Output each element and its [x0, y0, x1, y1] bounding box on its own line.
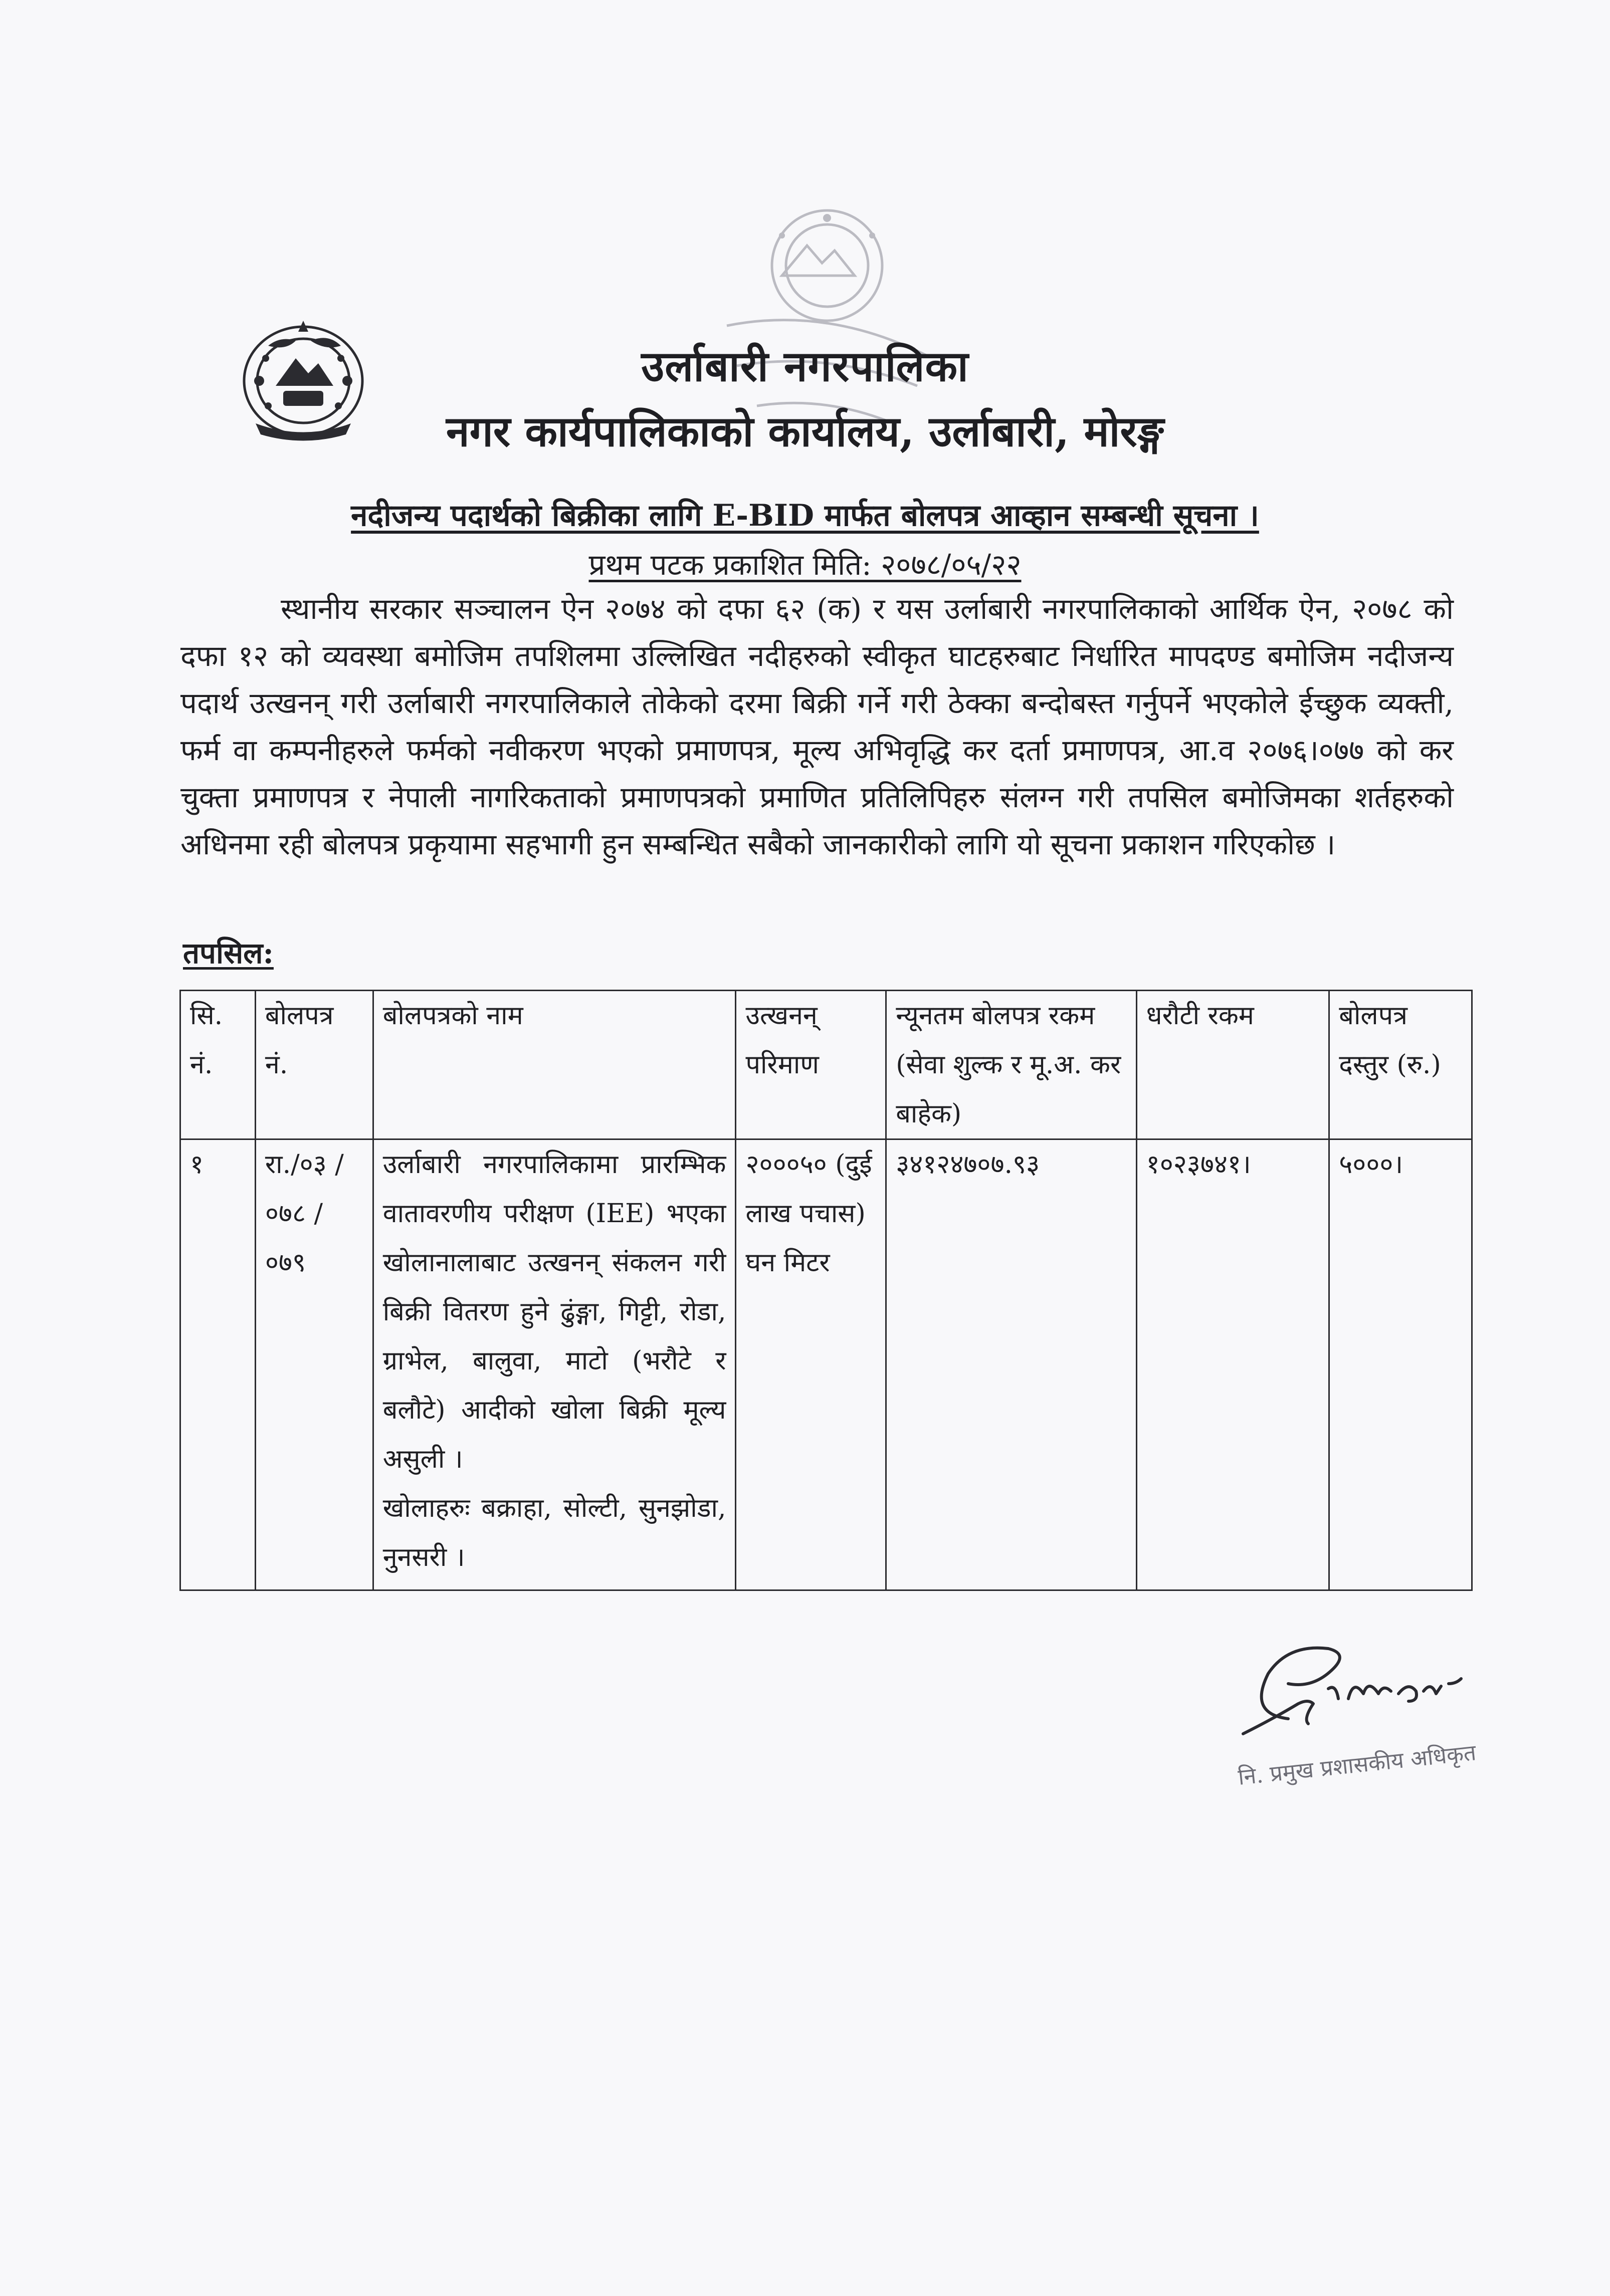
schedule-label: तपसिल: — [183, 936, 274, 970]
cell-fee: ५०००। — [1329, 1139, 1472, 1590]
cell-bid-no: रा./०३ /०७८ /०७९ — [255, 1139, 373, 1590]
notice-body: स्थानीय सरकार सञ्चालन ऐन २०७४ को दफा ६२ (क) र यस उर्लाबारी नगरपालिकाको आर्थिक ऐन, २०७८ को दफा १२ को व्यवस्था बमोजिम तपशिलमा उल्लिखित नदीहरुको स्वीकृत घाटहरुबाट निर्धारित मापदण्ड बमोजिम नदीजन्य पदार्थ उत्खनन् गरी उर्लाबारी नगरपालिकाले तोकेको दरमा बिक्री गर्ने गरी ठेक्का बन्दोबस्त गर्नुपर्ने भएकोले ईच्छुक व्यक्ती, फर्म वा कम्पनीहरुले फर्मको नवीकरण भएको प्रमाणपत्र, मूल्य अभिवृद्धि कर दर्ता प्रमाणपत्र, आ.व २०७६।०७७ को कर चुक्ता प्रमाणपत्र र नेपाली नागरिकताको प्रमाणपत्रको प्रमाणित प्रतिलिपिहरु संलग्न गरी तपसिल बमोजिमका शर्तहरुको अधिनमा रही बोलपत्र प्रकृयामा सहभागी हुन सम्बन्धित सबैको जानकारीको लागि यो सूचना प्रकाशन गरिएकोछ । — [180, 592, 1454, 861]
header-bid-name: बोलपत्रको नाम — [373, 991, 736, 1139]
rivers-list: खोलाहरुः बक्राहा, सोल्टी, सुनझोडा, नुनसरी । — [382, 1493, 726, 1572]
table-header-row — [180, 991, 1472, 1139]
cell-quantity: २०००५० (दुई लाख पचास) घन मिटर — [736, 1139, 886, 1590]
header-quantity: उत्खनन् परिमाण — [736, 991, 886, 1139]
official-title-stamp: नि. प्रमुख प्रशासकीय अधिकृत — [1237, 1740, 1478, 1790]
office-name: नगर कार्यपालिकाको कार्यालय, उर्लाबारी, मोरङ्ग — [446, 406, 1164, 456]
cell-serial-no: १ — [180, 1139, 256, 1590]
cell-deposit: १०२३७४१। — [1136, 1139, 1329, 1590]
organization-name: उर्लाबारी नगरपालिका — [641, 341, 969, 391]
header-fee: बोलपत्र दस्तुर (रु.) — [1329, 991, 1472, 1139]
cell-bid-name — [373, 1139, 736, 1590]
publication-date — [0, 544, 1610, 583]
notice-title-text: नदीजन्य पदार्थको बिक्रीका लागि E-BID मार्फत बोलपत्र आव्हान सम्बन्धी सूचना । — [351, 498, 1259, 533]
schedule-table — [179, 990, 1473, 1591]
header-serial-no: सि. नं. — [180, 991, 256, 1139]
bid-description: उर्लाबारी नगरपालिकामा प्रारम्भिक वातावरणीय परीक्षण (IEE) भएका खोलानालाबाट उत्खनन् संकलन गरी बिक्री वितरण हुने ढुंङ्गा, गिट्टी, रोडा, ग्राभेल, बालुवा, माटो (भरौटे र बलौटे) आदीको खोला बिक्री मूल्य असुली । — [382, 1150, 726, 1474]
header-bid-no: बोलपत्र नं. — [255, 991, 373, 1139]
header-min-amount: न्यूनतम बोलपत्र रकम (सेवा शुल्क र मू.अ. कर बाहेक) — [886, 991, 1136, 1139]
publication-date-text: प्रथम पटक प्रकाशित मिति: २०७८/०५/२२ — [588, 548, 1022, 582]
table-row — [180, 1139, 1472, 1590]
notice-title — [0, 494, 1610, 535]
header-deposit: धरौटी रकम — [1136, 991, 1329, 1139]
cell-min-amount: ३४१२४७०७.९३ — [886, 1139, 1136, 1590]
